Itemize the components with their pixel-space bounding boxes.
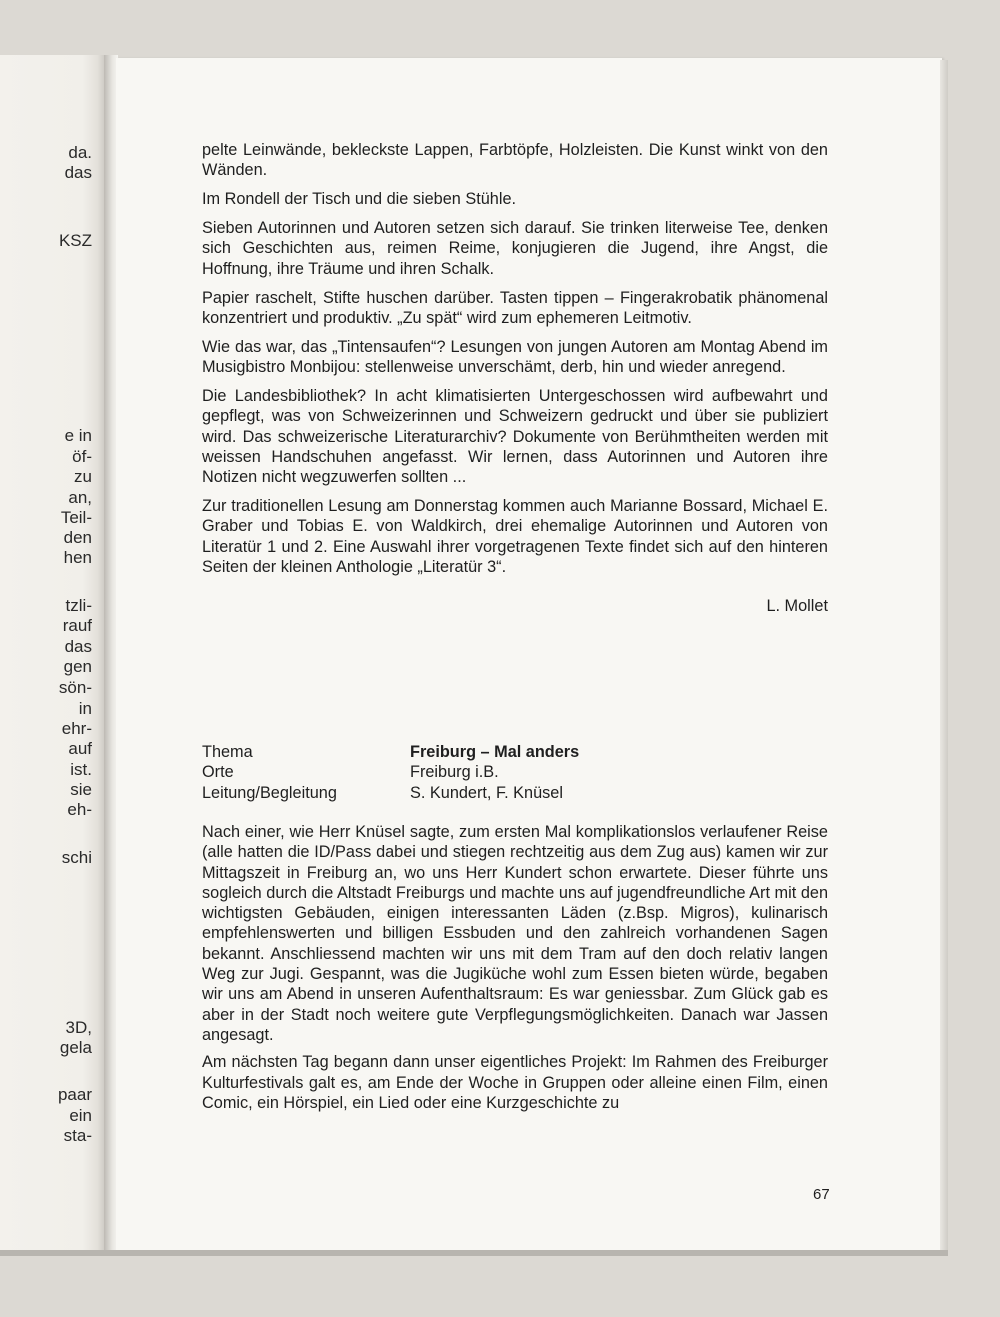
- left-page-fragment: hen: [63, 548, 92, 567]
- article-bottom-text: [202, 822, 828, 1120]
- thema-value: Freiburg – Mal anders: [410, 743, 580, 761]
- orte-value: Freiburg i.B.: [410, 763, 499, 782]
- left-page-fragment: sta-: [63, 1126, 92, 1145]
- left-page-fragment: sie: [70, 780, 92, 799]
- left-page-fragment: gela: [59, 1038, 92, 1057]
- left-page-fragment: an,: [68, 488, 92, 507]
- article-top-text: [202, 140, 828, 617]
- paragraph: Wie das war, das „Tintensaufen“? Lesungen von jungen Autoren am Montag Abend im Musigbistro Monbijou: stellenweise unverschämt, derb, hin und wieder anregend.: [202, 337, 828, 377]
- paragraph: Die Landesbibliothek? In acht klimatisierten Untergeschossen wird aufbewahrt und gepflegt, was von Schweizerinnen und Schweizern gedruckt und über sie publiziert wird. Das schweizerische Literaturarchiv? Dokumente von Berühmtheiten werden mit weissen Handschuhen angefasst. Wir lernen, dass Autorinnen und Autoren ihre Notizen nicht wegzuwerfen sollten ...: [202, 386, 828, 487]
- paragraph: Papier raschelt, Stifte huschen darüber. Tasten tippen – Fingerakrobatik phänomenal konzentriert und produktiv. „Zu spät“ wird zum ephemeren Leitmotiv.: [202, 288, 828, 327]
- paragraph: Am nächsten Tag begann dann unser eigentliches Projekt: Im Rahmen des Freiburger Kulturfestivals galt es, am Ende der Woche in Gruppen oder alleine einen Film, einen Comic, ein Hörspiel, ein Lied oder eine Kurzgeschichte zu: [202, 1053, 828, 1112]
- paragraph: pelte Leinwände, bekleckste Lappen, Farbtöpfe, Holzleisten. Die Kunst winkt von den Wänden.: [202, 141, 828, 180]
- left-page-fragment: e in: [64, 426, 92, 445]
- left-page-fragment: ein: [69, 1106, 92, 1125]
- author-signature: L. Mollet: [766, 597, 828, 616]
- info-row-orte: [202, 762, 822, 782]
- paragraph: Sieben Autorinnen und Autoren setzen sich darauf. Sie trinken literweise Tee, denken sich Geschichten aus, reimen Reime, konjugieren die Jugend, ihre Angst, die Hoffnung, ihre Träume und ihren Schalk.: [202, 219, 828, 278]
- left-page-fragment: Teil-: [60, 508, 92, 527]
- page-bottom-edge: [0, 1250, 948, 1256]
- left-page-fragment: paar: [57, 1085, 92, 1104]
- left-page-fragment: rauf: [62, 616, 92, 635]
- left-page-fragment: sön-: [58, 678, 92, 697]
- paragraph: Im Rondell der Tisch und die sieben Stühle.: [202, 190, 517, 209]
- paragraph: Zur traditionellen Lesung am Donnerstag kommen auch Marianne Bossard, Michael E. Graber und Tobias E. von Waldkirch, drei ehemalige Autorinnen und Autoren von Literatür 1 und 2. Eine Auswahl ihrer vorgetragenen Texte findet sich auf den hinteren Seiten der kleinen Anthologie „Literatür 3“.: [202, 497, 828, 576]
- left-page-fragment: den: [63, 528, 92, 547]
- project-info-table: [202, 742, 822, 803]
- left-page-fragment: tzli-: [65, 596, 92, 615]
- left-page-fragment: eh-: [67, 800, 92, 819]
- left-page-fragment: in: [78, 699, 92, 718]
- orte-label: Orte: [202, 763, 234, 782]
- thema-label: Thema: [202, 743, 253, 761]
- left-page-fragment: ehr-: [61, 719, 92, 738]
- leitung-value: S. Kundert, F. Knüsel: [410, 783, 563, 802]
- left-page-fragment: das: [64, 637, 92, 656]
- page-number: 67: [813, 1186, 830, 1203]
- leitung-label: Leitung/Begleitung: [202, 783, 337, 802]
- left-page-fragment: da.: [68, 143, 92, 162]
- info-row-thema: [202, 742, 822, 762]
- info-row-leitung: [202, 783, 822, 803]
- page-edge: [940, 60, 948, 1250]
- left-page-fragment: schi: [61, 848, 92, 867]
- left-page-fragment: öf-: [72, 447, 92, 466]
- left-page: [0, 55, 106, 1250]
- left-page-fragment: 3D,: [65, 1018, 92, 1037]
- paragraph: Nach einer, wie Herr Knüsel sagte, zum ersten Mal komplikationslos verlaufener Reise (alle hatten die ID/Pass dabei und stiegen rechtzeitig aus dem Zug aus) kamen wir zur Mittagszeit in Freiburg an, wo uns Herr Kundert schon erwartete. Dieser führte uns sogleich durch die Altstadt Freiburgs und machte uns auf jugendfreundliche Art mit den wichtigsten Gebäuden, einigen interessanten Läden (z.Bsp. Migros), kulinarisch empfehlenswerten und billigen Essbuden und den zahlreich vorhandenen Sagen bekannt. Anschliessend machten wir uns mit dem Tram auf den doch relativ langen Weg zur Jugi. Gespannt, was die Jugiküche wohl zum Essen bieten würde, begaben wir uns am Abend in unseren Aufenthaltsraum: Es war geniessbar. Zum Glück gab es aber in der Stadt noch weitere gute Verpflegungsmöglichkeiten. Danach war Jassen angesagt.: [202, 823, 828, 1044]
- left-page-fragment: gen: [63, 657, 92, 676]
- left-page-fragment: KSZ: [58, 231, 92, 250]
- left-page-fragment: zu: [74, 467, 92, 486]
- left-page-fragment: ist.: [70, 760, 92, 779]
- left-page-fragment: auf: [68, 739, 92, 758]
- left-page-fragment: das: [64, 163, 92, 182]
